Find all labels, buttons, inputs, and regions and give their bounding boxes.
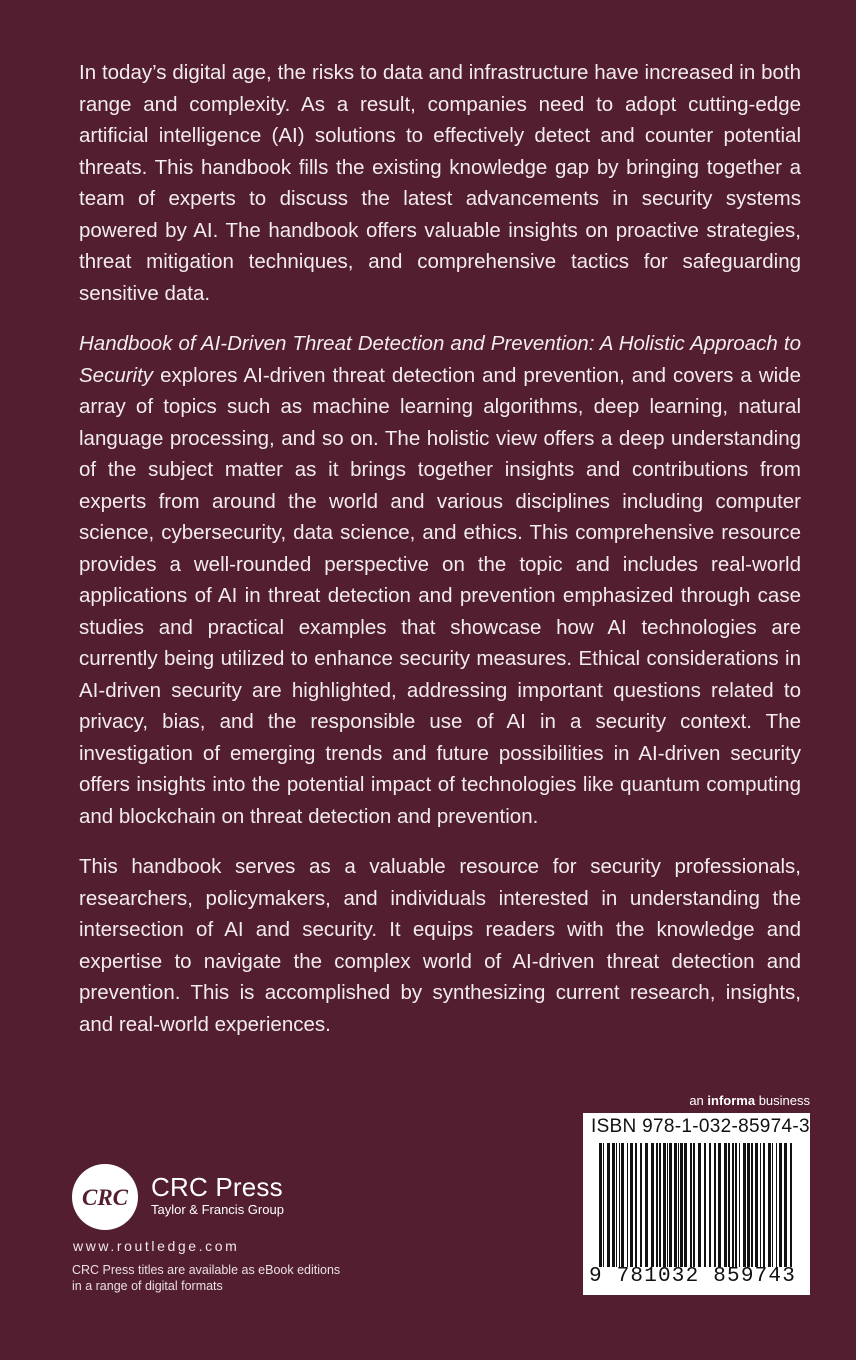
barcode-image <box>599 1143 795 1267</box>
informa-prefix: an <box>689 1093 708 1108</box>
publisher-website-link[interactable]: www.routledge.com <box>73 1238 240 1254</box>
description-paragraph-2 <box>79 328 801 832</box>
book-title-italic: Handbook of AI-Driven Threat Detection and Prevention: A Holistic Approach to Security <box>79 332 801 387</box>
informa-business-tagline <box>583 1093 810 1109</box>
back-cover-description <box>79 57 801 1040</box>
publisher-name: CRC Press <box>151 1172 283 1202</box>
crc-press-logo-icon <box>71 1163 139 1231</box>
informa-suffix: business <box>755 1093 810 1108</box>
informa-brand: informa <box>707 1093 756 1108</box>
isbn-label: ISBN 978-1-032-85974-3 <box>591 1116 810 1137</box>
description-paragraph-2-text: explores AI-driven threat detection and prevention, and covers a wide array of topics such as machine learning algorithms, deep learning, natural language processing, and so on. The holistic view offers a deep understanding of the subject matter as it brings together insights and contributions from experts from around the world and various disciplines including computer science, cybersecurity, data science, and ethics. This comprehensive resource provides a well-rounded perspective on the topic and includes real-world applications of AI in threat detection and prevention emphasized through case studies and practical examples that showcase how AI technologies are currently being utilized to enhance security measures. Ethical considerations in AI-driven security are highlighted, addressing important questions related to privacy, bias, and the responsible use of AI in a security context. The investigation of emerging trends and future possibilities in AI-driven security offers insights into the potential impact of technologies like quantum computing and blockchain on threat detection and prevention. <box>79 363 801 828</box>
isbn-barcode-box <box>583 1113 810 1295</box>
description-paragraph-1: In today’s digital age, the risks to data and infrastructure have increased in both range and complexity. As a result, companies need to adopt cutting-edge artificial intelligence (AI) solutions to effectively detect and counter potential threats. This handbook fills the existing knowledge gap by bringing together a team of experts to discuss the latest advancements in security systems powered by AI. The handbook offers valuable insights on proactive strategies, threat mitigation techniques, and comprehensive tactics for safeguarding sensitive data. <box>79 61 801 305</box>
svg-text:CRC: CRC <box>81 1185 129 1210</box>
barcode-digits: 9 781032 859743 <box>589 1265 797 1288</box>
ebook-note-line-2: in a range of digital formats <box>72 1279 223 1293</box>
publisher-group: Taylor & Francis Group <box>151 1202 284 1217</box>
description-paragraph-3: This handbook serves as a valuable resource for security professionals, researchers, policymakers, and individuals interested in understanding the intersection of AI and security. It equips readers with the knowledge and expertise to navigate the complex world of AI-driven threat detection and prevention. This is accomplished by synthesizing current research, insights, and real-world experiences. <box>79 855 801 1036</box>
ebook-note-line-1: CRC Press titles are available as eBook editions <box>72 1263 341 1277</box>
ebook-availability-note <box>72 1262 372 1294</box>
